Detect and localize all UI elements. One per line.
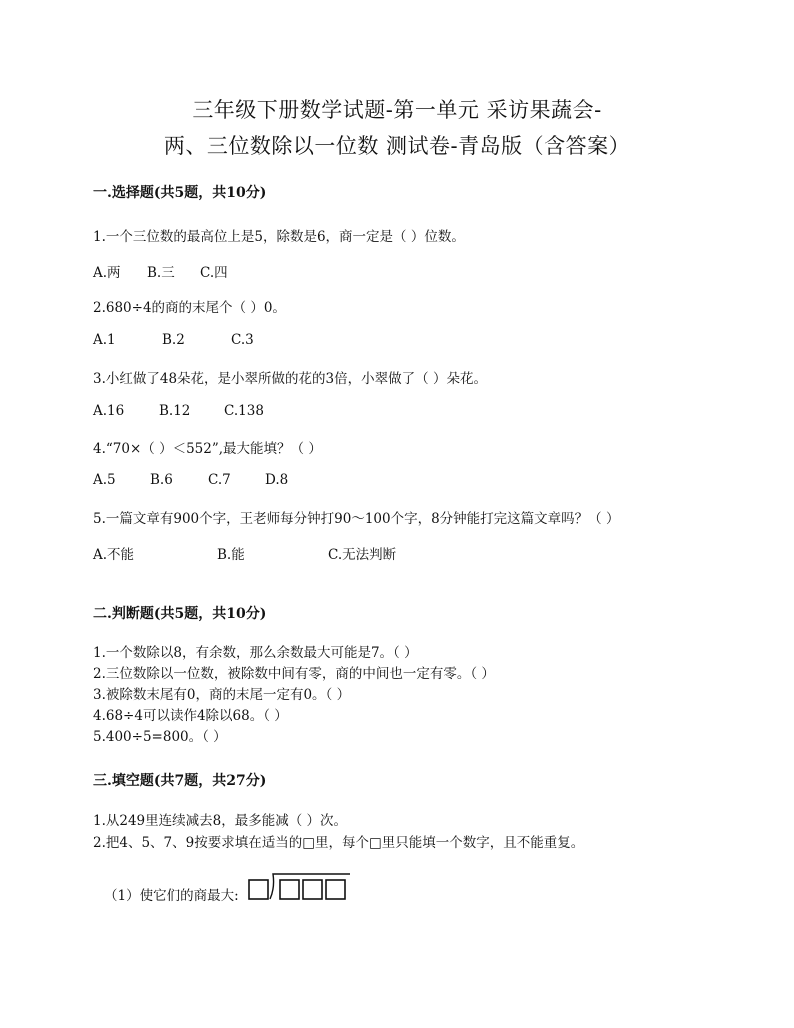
option-a: A.16 (93, 403, 125, 419)
divisor-box (249, 880, 268, 899)
option-a: A.两 (93, 265, 121, 281)
option-c: C.7 (208, 472, 231, 488)
option-c: C.四 (200, 265, 228, 281)
option-b: B.12 (159, 403, 191, 419)
option-b: B.6 (150, 472, 173, 488)
section-heading-fill: 三.填空题(共7题，共27分) (93, 773, 267, 789)
question-2: 2.680÷4的商的末尾个（ ）0。 (93, 300, 286, 316)
judge-item: 5.400÷5=800。（ ） (93, 729, 227, 745)
fill-item: 1.从249里连续减去8，最多能减（ ）次。 (93, 813, 348, 829)
dividend-box-3 (326, 880, 345, 899)
option-b: B.能 (217, 547, 245, 563)
fill-item: 2.把4、5、7、9按要求填在适当的□里，每个□里只能填一个数字，且不能重复。 (93, 835, 585, 851)
option-c: C.无法判断 (328, 547, 397, 563)
option-b: B.2 (162, 332, 185, 348)
question-3: 3.小红做了48朵花，是小翠所做的花的3倍，小翠做了（ ）朵花。 (93, 371, 487, 387)
question-4: 4.“70×（ ）＜552”,最大能填？（ ） (93, 441, 322, 457)
option-c: C.138 (224, 403, 264, 419)
division-bracket (270, 874, 350, 899)
sub-question-1: （1）使它们的商最大: (104, 888, 239, 904)
option-c: C.3 (231, 332, 254, 348)
judge-item: 3.被除数末尾有0，商的末尾一定有0。（ ） (93, 687, 351, 703)
section-heading-judge: 二.判断题(共5题，共10分) (93, 606, 267, 622)
division-boxes (247, 872, 352, 902)
page-title-line2: 两、三位数除以一位数 测试卷-青岛版（含答案） (163, 134, 631, 158)
question-5: 5.一篇文章有900个字，王老师每分钟打90～100个字，8分钟能打完这篇文章吗？（ ） (93, 511, 620, 527)
option-a: A.不能 (93, 547, 135, 563)
dividend-box-2 (303, 880, 322, 899)
judge-item: 4.68÷4可以读作4除以68。（ ） (93, 708, 288, 724)
dividend-box-1 (280, 880, 299, 899)
judge-item: 2.三位数除以一位数，被除数中间有零，商的中间也一定有零。（ ） (93, 666, 495, 682)
page-title-line1: 三年级下册数学试题-第一单元 采访果蔬会- (192, 98, 602, 122)
option-d: D.8 (265, 472, 289, 488)
question-1: 1.一个三位数的最高位上是5，除数是6，商一定是（ ）位数。 (93, 229, 465, 245)
section-heading-choice: 一.选择题(共5题，共10分) (93, 185, 267, 201)
option-b: B.三 (147, 265, 175, 281)
option-a: A.5 (93, 472, 116, 488)
option-a: A.1 (93, 332, 116, 348)
judge-item: 1.一个数除以8，有余数，那么余数最大可能是7。（ ） (93, 645, 418, 661)
